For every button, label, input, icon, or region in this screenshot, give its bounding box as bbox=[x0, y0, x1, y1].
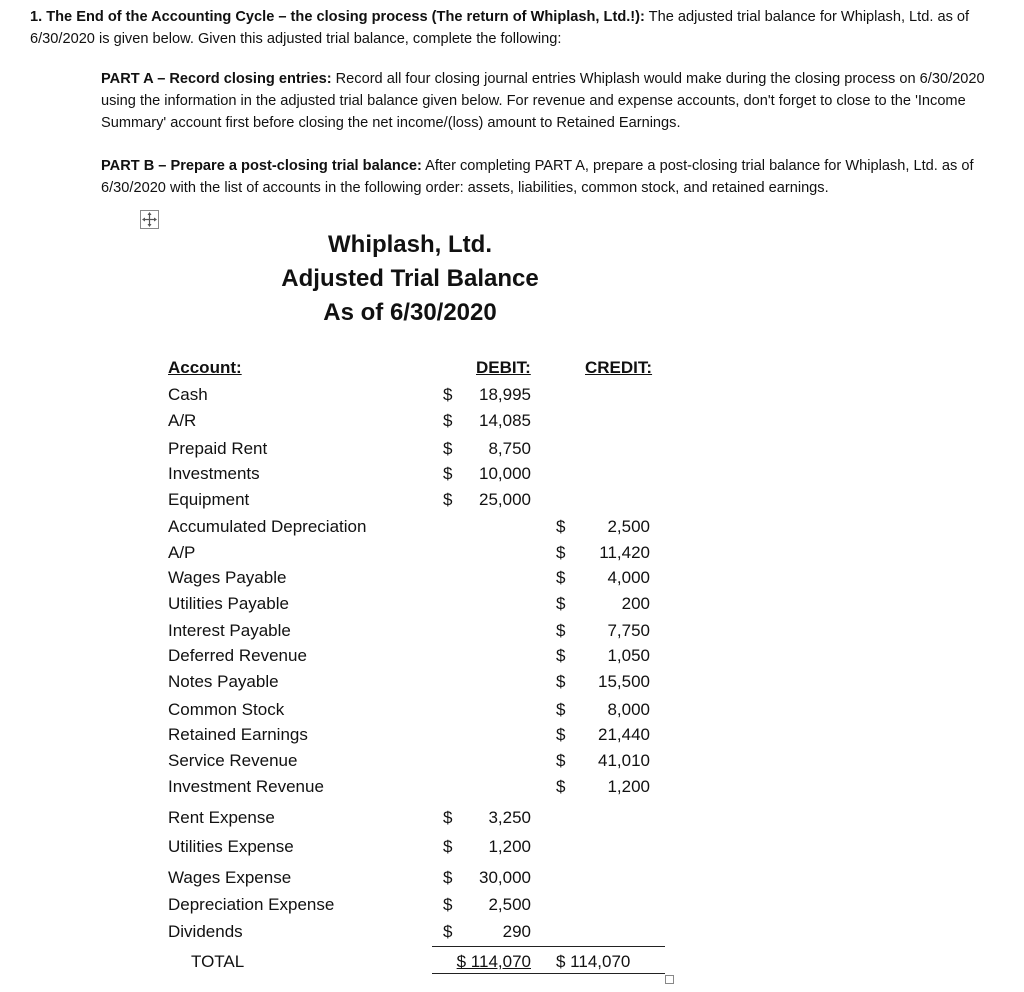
account-name: Notes Payable bbox=[168, 672, 279, 691]
account-name: A/R bbox=[168, 411, 197, 430]
table-row bbox=[0, 462, 1024, 486]
table-row bbox=[0, 893, 1024, 917]
table-row bbox=[0, 644, 1024, 668]
credit-currency-sign: $ bbox=[556, 646, 566, 665]
part-b-paragraph bbox=[101, 155, 991, 199]
total-debit: $ 114,070 bbox=[456, 952, 531, 971]
credit-amount: 8,000 bbox=[607, 700, 650, 719]
account-name: Interest Payable bbox=[168, 621, 291, 640]
credit-currency-sign: $ bbox=[556, 672, 566, 691]
table-row bbox=[0, 775, 1024, 799]
table-row bbox=[0, 383, 1024, 407]
credit-amount: 11,420 bbox=[599, 543, 650, 562]
credit-amount: 1,200 bbox=[607, 777, 650, 796]
intro-paragraph bbox=[30, 6, 990, 50]
account-column-header: Account: bbox=[168, 358, 242, 377]
debit-amount: 1,200 bbox=[488, 837, 531, 856]
table-row bbox=[0, 723, 1024, 747]
debit-currency-sign: $ bbox=[443, 895, 453, 914]
credit-column-header: CREDIT: bbox=[585, 358, 653, 377]
account-name: Service Revenue bbox=[168, 751, 298, 770]
credit-amount: 7,750 bbox=[607, 621, 650, 640]
credit-amount: 1,050 bbox=[607, 646, 650, 665]
table-row bbox=[0, 488, 1024, 512]
table-row bbox=[0, 592, 1024, 616]
account-name: Utilities Expense bbox=[168, 837, 294, 856]
account-name: Dividends bbox=[168, 922, 243, 941]
total-bottom-rule bbox=[432, 973, 665, 974]
table-row bbox=[0, 806, 1024, 830]
debit-currency-sign: $ bbox=[443, 411, 453, 430]
credit-currency-sign: $ bbox=[556, 725, 566, 744]
credit-currency-sign: $ bbox=[556, 568, 566, 587]
total-label: TOTAL bbox=[191, 952, 245, 971]
table-row bbox=[0, 541, 1024, 565]
credit-amount: 21,440 bbox=[598, 725, 650, 744]
debit-amount: 18,995 bbox=[479, 385, 531, 404]
debit-currency-sign: $ bbox=[443, 490, 453, 509]
part-b-text: After completing PART A, prepare a post-closing trial balance for Whiplash, Ltd. as of 6/30/2020 with the list of accounts in the following order: assets, liabilities, common stock, and retained earnings. bbox=[101, 158, 974, 196]
debit-currency-sign: $ bbox=[443, 464, 453, 483]
debit-amount: 8,750 bbox=[488, 439, 531, 458]
table-row bbox=[0, 409, 1024, 433]
account-name: Investments bbox=[168, 464, 260, 483]
debit-column-header: DEBIT: bbox=[476, 358, 531, 377]
table-row bbox=[0, 749, 1024, 773]
account-name: Utilities Payable bbox=[168, 594, 289, 613]
account-name: Investment Revenue bbox=[168, 777, 324, 796]
table-row bbox=[0, 835, 1024, 859]
account-name: Rent Expense bbox=[168, 808, 275, 827]
account-name: Depreciation Expense bbox=[168, 895, 335, 914]
debit-currency-sign: $ bbox=[443, 808, 453, 827]
account-name: Retained Earnings bbox=[168, 725, 308, 744]
credit-amount: 41,010 bbox=[598, 751, 650, 770]
table-row bbox=[0, 670, 1024, 694]
part-a-text: Record all four closing journal entries Whiplash would make during the closing process on 6/30/2020 using the information in the adjusted trial balance given below. For revenue and expense accounts, don't forget to close to the 'Income Summary' account first before closing the net income/(loss) amount to Retained Earnings. bbox=[101, 71, 985, 131]
part-a-lead: PART A – Record closing entries: bbox=[101, 71, 332, 87]
total-credit: $ 114,070 bbox=[556, 952, 631, 971]
credit-amount: 4,000 bbox=[607, 568, 650, 587]
debit-amount: 290 bbox=[502, 922, 531, 941]
credit-amount: 200 bbox=[621, 594, 650, 613]
part-a-paragraph bbox=[101, 68, 991, 134]
intro-text: The adjusted trial balance for Whiplash, Ltd. as of 6/30/2020 is given below. Given this adjusted trial balance, complete the following: bbox=[30, 9, 970, 47]
statement-date: As of 6/30/2020 bbox=[323, 299, 497, 326]
company-name: Whiplash, Ltd. bbox=[328, 231, 492, 258]
debit-amount: 2,500 bbox=[488, 895, 531, 914]
account-name: A/P bbox=[168, 543, 196, 562]
table-row bbox=[0, 566, 1024, 590]
credit-currency-sign: $ bbox=[556, 700, 566, 719]
debit-amount: 10,000 bbox=[479, 464, 531, 483]
table-row bbox=[0, 698, 1024, 722]
table-row bbox=[0, 515, 1024, 539]
debit-currency-sign: $ bbox=[443, 385, 453, 404]
account-name: Deferred Revenue bbox=[168, 646, 307, 665]
intro-lead: 1. The End of the Accounting Cycle – the closing process (The return of Whiplash, Ltd.!): bbox=[30, 9, 645, 25]
account-name: Common Stock bbox=[168, 700, 285, 719]
credit-currency-sign: $ bbox=[556, 594, 566, 613]
debit-currency-sign: $ bbox=[443, 837, 453, 856]
table-row bbox=[0, 920, 1024, 944]
table-row bbox=[0, 866, 1024, 890]
credit-currency-sign: $ bbox=[556, 543, 566, 562]
account-name: Cash bbox=[168, 385, 208, 404]
debit-amount: 3,250 bbox=[488, 808, 531, 827]
part-b-lead: PART B – Prepare a post-closing trial balance: bbox=[101, 158, 422, 174]
credit-currency-sign: $ bbox=[556, 777, 566, 796]
credit-currency-sign: $ bbox=[556, 517, 566, 536]
total-top-rule bbox=[432, 946, 665, 947]
statement-title: Adjusted Trial Balance bbox=[281, 265, 539, 292]
debit-currency-sign: $ bbox=[443, 439, 453, 458]
account-name: Wages Expense bbox=[168, 868, 292, 887]
account-name: Prepaid Rent bbox=[168, 439, 268, 458]
credit-amount: 2,500 bbox=[607, 517, 650, 536]
account-name: Accumulated Depreciation bbox=[168, 517, 367, 536]
credit-currency-sign: $ bbox=[556, 751, 566, 770]
resize-handle-icon[interactable] bbox=[665, 975, 674, 984]
account-name: Equipment bbox=[168, 490, 250, 509]
debit-amount: 25,000 bbox=[479, 490, 531, 509]
table-row bbox=[0, 437, 1024, 461]
credit-amount: 15,500 bbox=[598, 672, 650, 691]
credit-currency-sign: $ bbox=[556, 621, 566, 640]
table-move-handle-icon[interactable] bbox=[140, 210, 159, 229]
table-row bbox=[0, 619, 1024, 643]
debit-amount: 14,085 bbox=[479, 411, 531, 430]
debit-currency-sign: $ bbox=[443, 922, 453, 941]
account-name: Wages Payable bbox=[168, 568, 287, 587]
debit-amount: 30,000 bbox=[479, 868, 531, 887]
total-row bbox=[0, 950, 1024, 974]
debit-currency-sign: $ bbox=[443, 868, 453, 887]
